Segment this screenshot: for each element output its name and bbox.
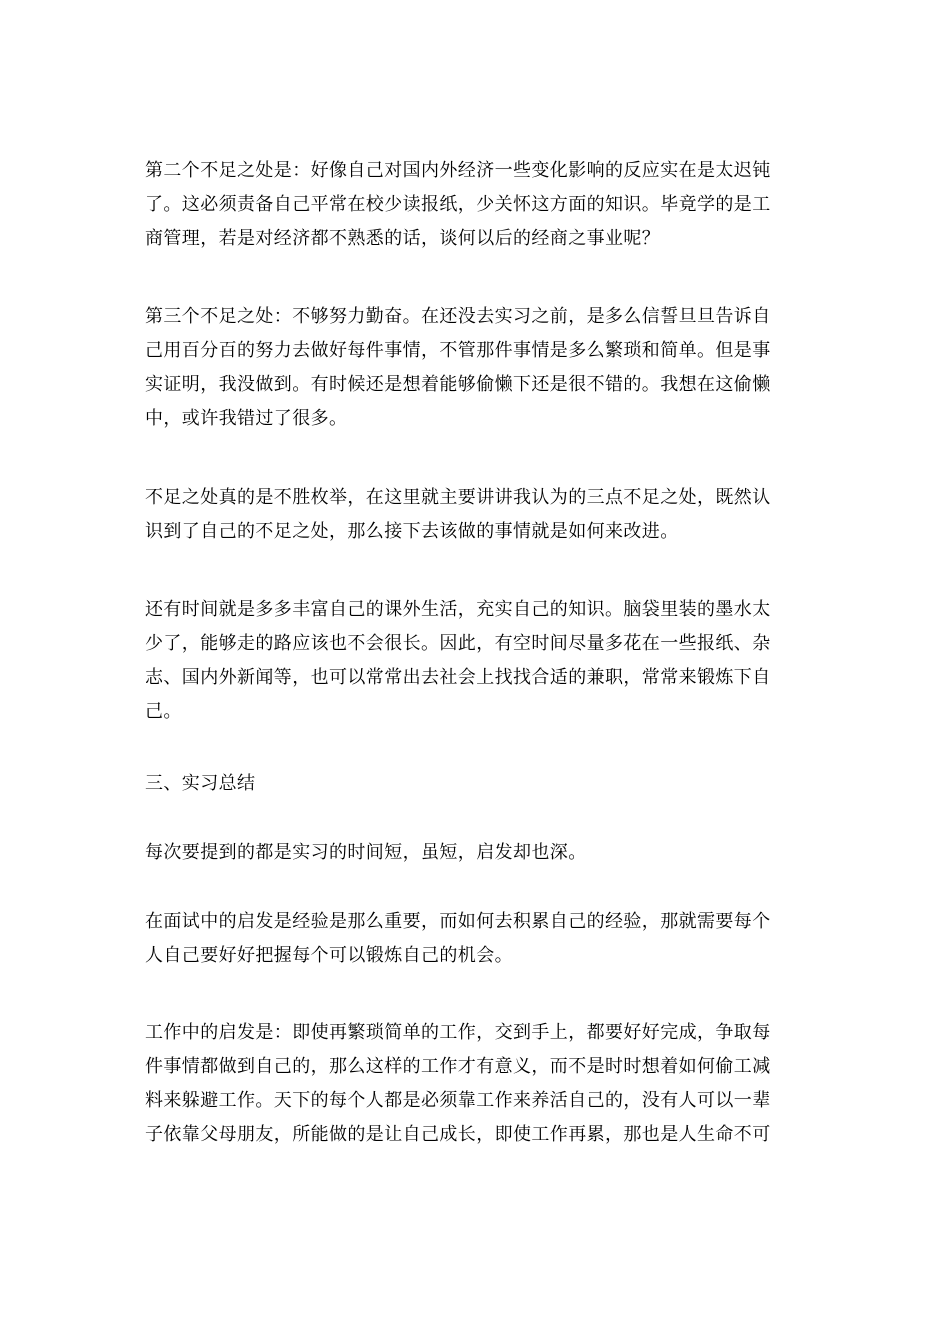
paragraph-internship-short [145, 836, 587, 870]
section-title: 三、实习总结 [145, 773, 256, 794]
text-line: 件事情都做到自己的，那么这样的工作才有意义，而不是时时想着如何偷工减 [145, 1056, 771, 1077]
section-heading [145, 767, 255, 801]
paragraph-work-lesson [145, 1016, 771, 1152]
text-line: 志、国内外新闻等，也可以常常出去社会上找找合适的兼职，常常来锻炼下自 [145, 667, 771, 688]
text-line: 在面试中的启发是经验是那么重要，而如何去积累自己的经验，那就需要每个 [145, 911, 771, 932]
text-line: 料来躲避工作。天下的每个人都是必须靠工作来养活自己的，没有人可以一辈 [145, 1090, 771, 1111]
text-line: 人自己要好好把握每个可以锻炼自己的机会。 [145, 945, 513, 966]
paragraph-shortcomings-summary [145, 481, 771, 549]
text-line: 商管理，若是对经济都不熟悉的话，谈何以后的经商之事业呢？ [145, 228, 661, 249]
paragraph-self-improvement [145, 593, 771, 729]
paragraph-economy-awareness [145, 154, 771, 256]
text-line: 第三个不足之处：不够努力勤奋。在还没去实习之前，是多么信誓旦旦告诉自 [145, 306, 771, 327]
paragraph-interview-lesson [145, 905, 771, 973]
text-line: 不足之处真的是不胜枚举，在这里就主要讲讲我认为的三点不足之处，既然认 [145, 487, 771, 508]
text-line: 少了，能够走的路应该也不会很长。因此，有空时间尽量多花在一些报纸、杂 [145, 633, 771, 654]
text-line: 子依靠父母朋友，所能做的是让自己成长，即使工作再累，那也是人生命不可 [145, 1124, 771, 1145]
text-line: 己用百分百的努力去做好每件事情，不管那件事情是多么繁琐和简单。但是事 [145, 340, 771, 361]
paragraph-diligence [145, 300, 771, 436]
text-line: 每次要提到的都是实习的时间短，虽短，启发却也深。 [145, 842, 587, 863]
text-line: 识到了自己的不足之处，那么接下去该做的事情就是如何来改进。 [145, 521, 679, 542]
text-line: 实证明，我没做到。有时候还是想着能够偷懒下还是很不错的。我想在这偷懒 [145, 374, 771, 395]
text-line: 工作中的启发是：即使再繁琐简单的工作，交到手上，都要好好完成，争取每 [145, 1022, 771, 1043]
text-line: 第二个不足之处是：好像自己对国内外经济一些变化影响的反应实在是太迟钝 [145, 160, 771, 181]
text-line: 己。 [145, 701, 182, 722]
text-line: 还有时间就是多多丰富自己的课外生活，充实自己的知识。脑袋里装的墨水太 [145, 599, 771, 620]
text-line: 中，或许我错过了很多。 [145, 408, 348, 429]
text-line: 了。这必须责备自己平常在校少读报纸，少关怀这方面的知识。毕竟学的是工 [145, 194, 771, 215]
